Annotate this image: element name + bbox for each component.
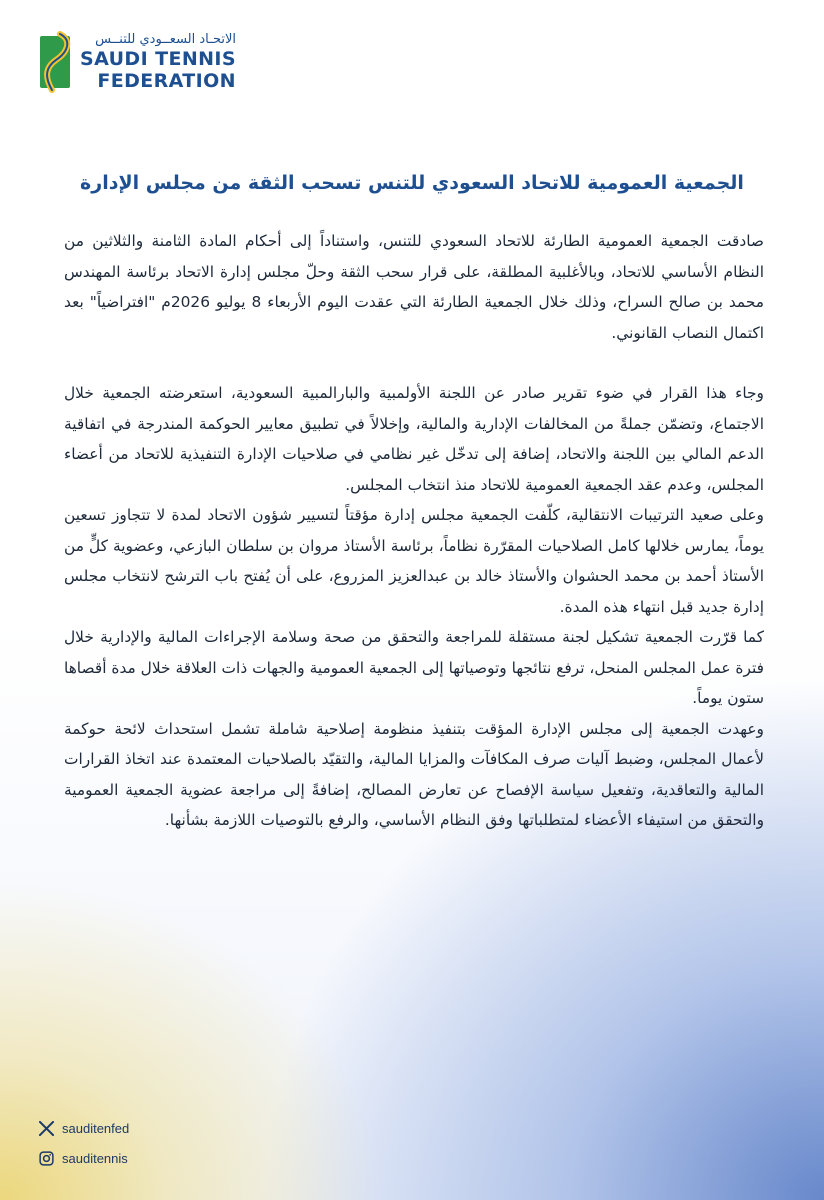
instagram-handle[interactable]: sauditennis <box>62 1150 128 1166</box>
x-icon <box>38 1120 54 1136</box>
instagram-icon <box>38 1150 54 1166</box>
x-handle[interactable]: sauditenfed <box>62 1120 130 1136</box>
federation-emblem-icon <box>38 30 74 94</box>
logo-english-line1: SAUDI TENNIS <box>80 48 236 70</box>
paragraph-review-committee: كما قرّرت الجمعية تشكيل لجنة مستقلة للمراجعة والتحقق من صحة وسلامة الإجراءات المالية والإدارية خلال فترة عمل المجلس المنحل، ترفع نتائجها وتوصياتها إلى الجمعية العمومية والجهات ذات العلاقة خلال مدة أقصاها ستون يوماً. <box>64 628 764 707</box>
federation-logo <box>38 30 248 104</box>
statement-title: الجمعية العمومية للاتحاد السعودي للتنس تسحب الثقة من مجلس الإدارة <box>80 172 744 194</box>
social-links <box>38 1113 129 1173</box>
logo-arabic-name: الاتحـاد السعــودي للتنــس <box>95 32 236 47</box>
statement-body <box>64 226 764 836</box>
social-link-instagram[interactable] <box>38 1143 129 1173</box>
paragraph-report: وجاء هذا القرار في ضوء تقرير صادر عن اللجنة الأولمبية والبارالمبية السعودية، استعرضته الجمعية خلال الاجتماع، وتضمّن جملةً من المخالفات الإدارية والمالية، وإخلالاً في تطبيق معايير الحوكمة المندرجة في اتفاقية الدعم المالي بين اللجنة والاتحاد، إضافة إلى تدخّل غير نظامي في صلاحيات الإدارة التنفيذية للاتحاد من أعضاء المجلس، وعدم عقد الجمعية العمومية للاتحاد منذ انتخاب المجلس. <box>64 384 764 494</box>
paragraph-transition: وعلى صعيد الترتيبات الانتقالية، كلّفت الجمعية مجلس إدارة مؤقتاً لتسيير شؤون الاتحاد لمدة لا تتجاوز تسعين يوماً، يمارس خلالها كامل الصلاحيات المقرّرة نظاماً، برئاسة الأستاذ مروان بن سلطان البازعي، وعضوية كلٍّ من الأستاذ أحمد بن محمد الحشوان والأستاذ خالد بن عبدالعزيز المزروع، على أن يُفتح باب الترشح لانتخاب مجلس إدارة جديد قبل انتهاء هذه المدة. <box>64 506 764 616</box>
logo-english-line2: FEDERATION <box>97 70 236 92</box>
paragraph-reforms: وعهدت الجمعية إلى مجلس الإدارة المؤقت بتنفيذ منظومة إصلاحية شاملة تشمل استحداث لائحة حوكمة لأعمال المجلس، وضبط آليات صرف المكافآت والمزايا المالية، والتقيّد بالصلاحيات المعتمدة عند اتخاذ القرارات المالية والتعاقدية، وتفعيل سياسة الإفصاح عن تعارض المصالح، إضافةً إلى مراجعة عضوية الجمعية العمومية والتحقق من استيفاء الأعضاء لمتطلباتها وفق النظام الأساسي، والرفع بالتوصيات اللازمة بشأنها. <box>64 719 764 829</box>
paragraph-approval: صادقت الجمعية العمومية الطارئة للاتحاد السعودي للتنس، واستناداً إلى أحكام المادة الثامنة والثلاثين من النظام الأساسي للاتحاد، وبالأغلبية المطلقة، على قرار سحب الثقة وحلّ مجلس إدارة الاتحاد برئاسة المهندس محمد بن صالح السراح، وذلك خلال الجمعية الطارئة التي عقدت اليوم الأربعاء 8 يوليو 2026م "افتراضياً" بعد اكتمال النصاب القانوني. <box>64 232 764 342</box>
logo-wordmark <box>80 30 236 92</box>
social-link-x[interactable] <box>38 1113 129 1143</box>
